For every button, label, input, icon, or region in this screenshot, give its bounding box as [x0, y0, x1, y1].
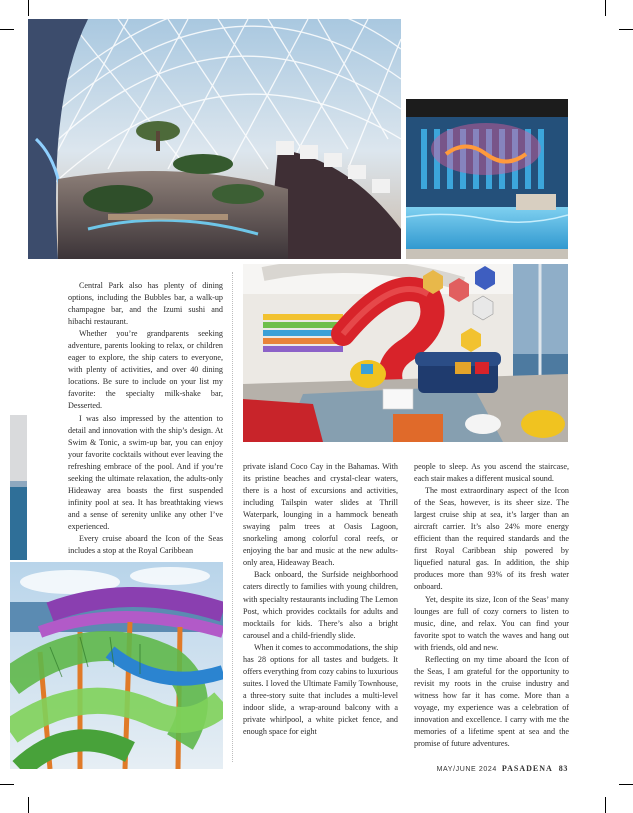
- thrill-waterpark-slides-photo: [10, 562, 223, 769]
- paragraph: people to sleep. As you ascend the staircase, each stair makes a different musical sound.: [414, 462, 569, 484]
- family-townhouse-slide-photo: [243, 264, 568, 442]
- paragraph: I was also impressed by the attention to detail and innovation with the ship’s design. At Swim & Tonic, a swim-up bar, you can enjoy your favorite cocktails without ever leaving the refreshing embrace of the pool. And if you’re seeking the ultimate relaxation, the adults-only Hideaway area boasts the first suspended infinity pool at sea. It has breathtaking views and a sense of serenity unlike any other I’ve experienced.: [68, 413, 223, 531]
- paragraph: When it comes to accommodations, the ship has 28 options for all tastes and budgets. It offers everything from cozy cabins to luxurious suites. I loved the Ultimate Family Townhouse, a three-story suite that includes a multi-level indoor slide, a wrap-around balcony with a private whirlpool, a white picket fence, and enough space for eight: [243, 642, 398, 737]
- crop-mark: [28, 0, 29, 16]
- column-divider: [232, 272, 233, 762]
- page-folio: [437, 764, 568, 773]
- paragraph: Back onboard, the Surfside neighborhood caters directly to families with young children, with specialty restaurants including The Lemon Post, which provides cocktails for adults and mocktails for kids. There’s also a bright carousel and a child-friendly slide.: [243, 570, 398, 640]
- paragraph: Reflecting on my time aboard the Icon of the Seas, I am grateful for the opportunity to revisit my roots in the cruise industry and witness how far it has come. More than a voyage, my experience was a celebration of innovation and excellence. I carry with me the memories of a lifetime spent at sea and the promise of future adventures.: [414, 654, 569, 749]
- paragraph: Central Park also has plenty of dining options, including the Bubbles bar, a walk-up champagne bar, and the Izumi sushi and hibachi restaurant.: [68, 281, 223, 327]
- crop-mark: [619, 784, 633, 785]
- article-column-1: [68, 280, 223, 557]
- article-column-3: [414, 461, 569, 750]
- crop-mark: [605, 0, 606, 16]
- paragraph: private island Coco Cay in the Bahamas. With its pristine beaches and crystal-clear waters, there is a host of excursions and activities, including Tailspin water slides at Thrill Waterpark, lounging in a hammock beneath swaying palm trees at Oasis Lagoon, snorkeling among colorful coral reefs, or enjoying the bar and music at the new adults-only area, Hideaway Beach.: [243, 462, 398, 568]
- crop-mark: [0, 29, 14, 30]
- ocean-edge-strip: [10, 415, 27, 560]
- article-column-2: [243, 461, 398, 738]
- crop-mark: [605, 797, 606, 813]
- magazine-name: PASADENA: [501, 764, 553, 773]
- paragraph: The most extraordinary aspect of the Icon of the Seas, however, is its sheer size. The largest cruise ship at sea, it’s larger than an aircraft carrier. It’s also 24% more energy efficient than the required standards and the first Royal Caribbean ship powered by liquefied natural gas. In addition, the ship produces more than 93% of its fresh water onboard.: [414, 486, 569, 592]
- paragraph: Yet, despite its size, Icon of the Seas’ many lounges are full of cozy corners to listen to music, dine, and relax. You can find your favorite spot to watch the waves and hang out with friends, old and new.: [414, 594, 569, 652]
- page-number: 83: [558, 764, 568, 773]
- crop-mark: [28, 797, 29, 813]
- issue-date: MAY/JUNE 2024: [436, 766, 497, 773]
- paragraph: Every cruise aboard the Icon of the Seas includes a stop at the Royal Caribbean: [68, 533, 223, 556]
- central-park-dome-photo: [28, 19, 401, 259]
- paragraph: Whether you’re grandparents seeking adventure, parents looking to relax, or children eager to explore, the ship caters to everyone, with plenty of activities, and over 40 dining locations. Be sure to include on your list my favorite: the specialty milk-shake bar, Desserted.: [68, 329, 223, 411]
- swim-and-tonic-pool-photo: [406, 99, 568, 259]
- crop-mark: [0, 784, 14, 785]
- crop-mark: [619, 29, 633, 30]
